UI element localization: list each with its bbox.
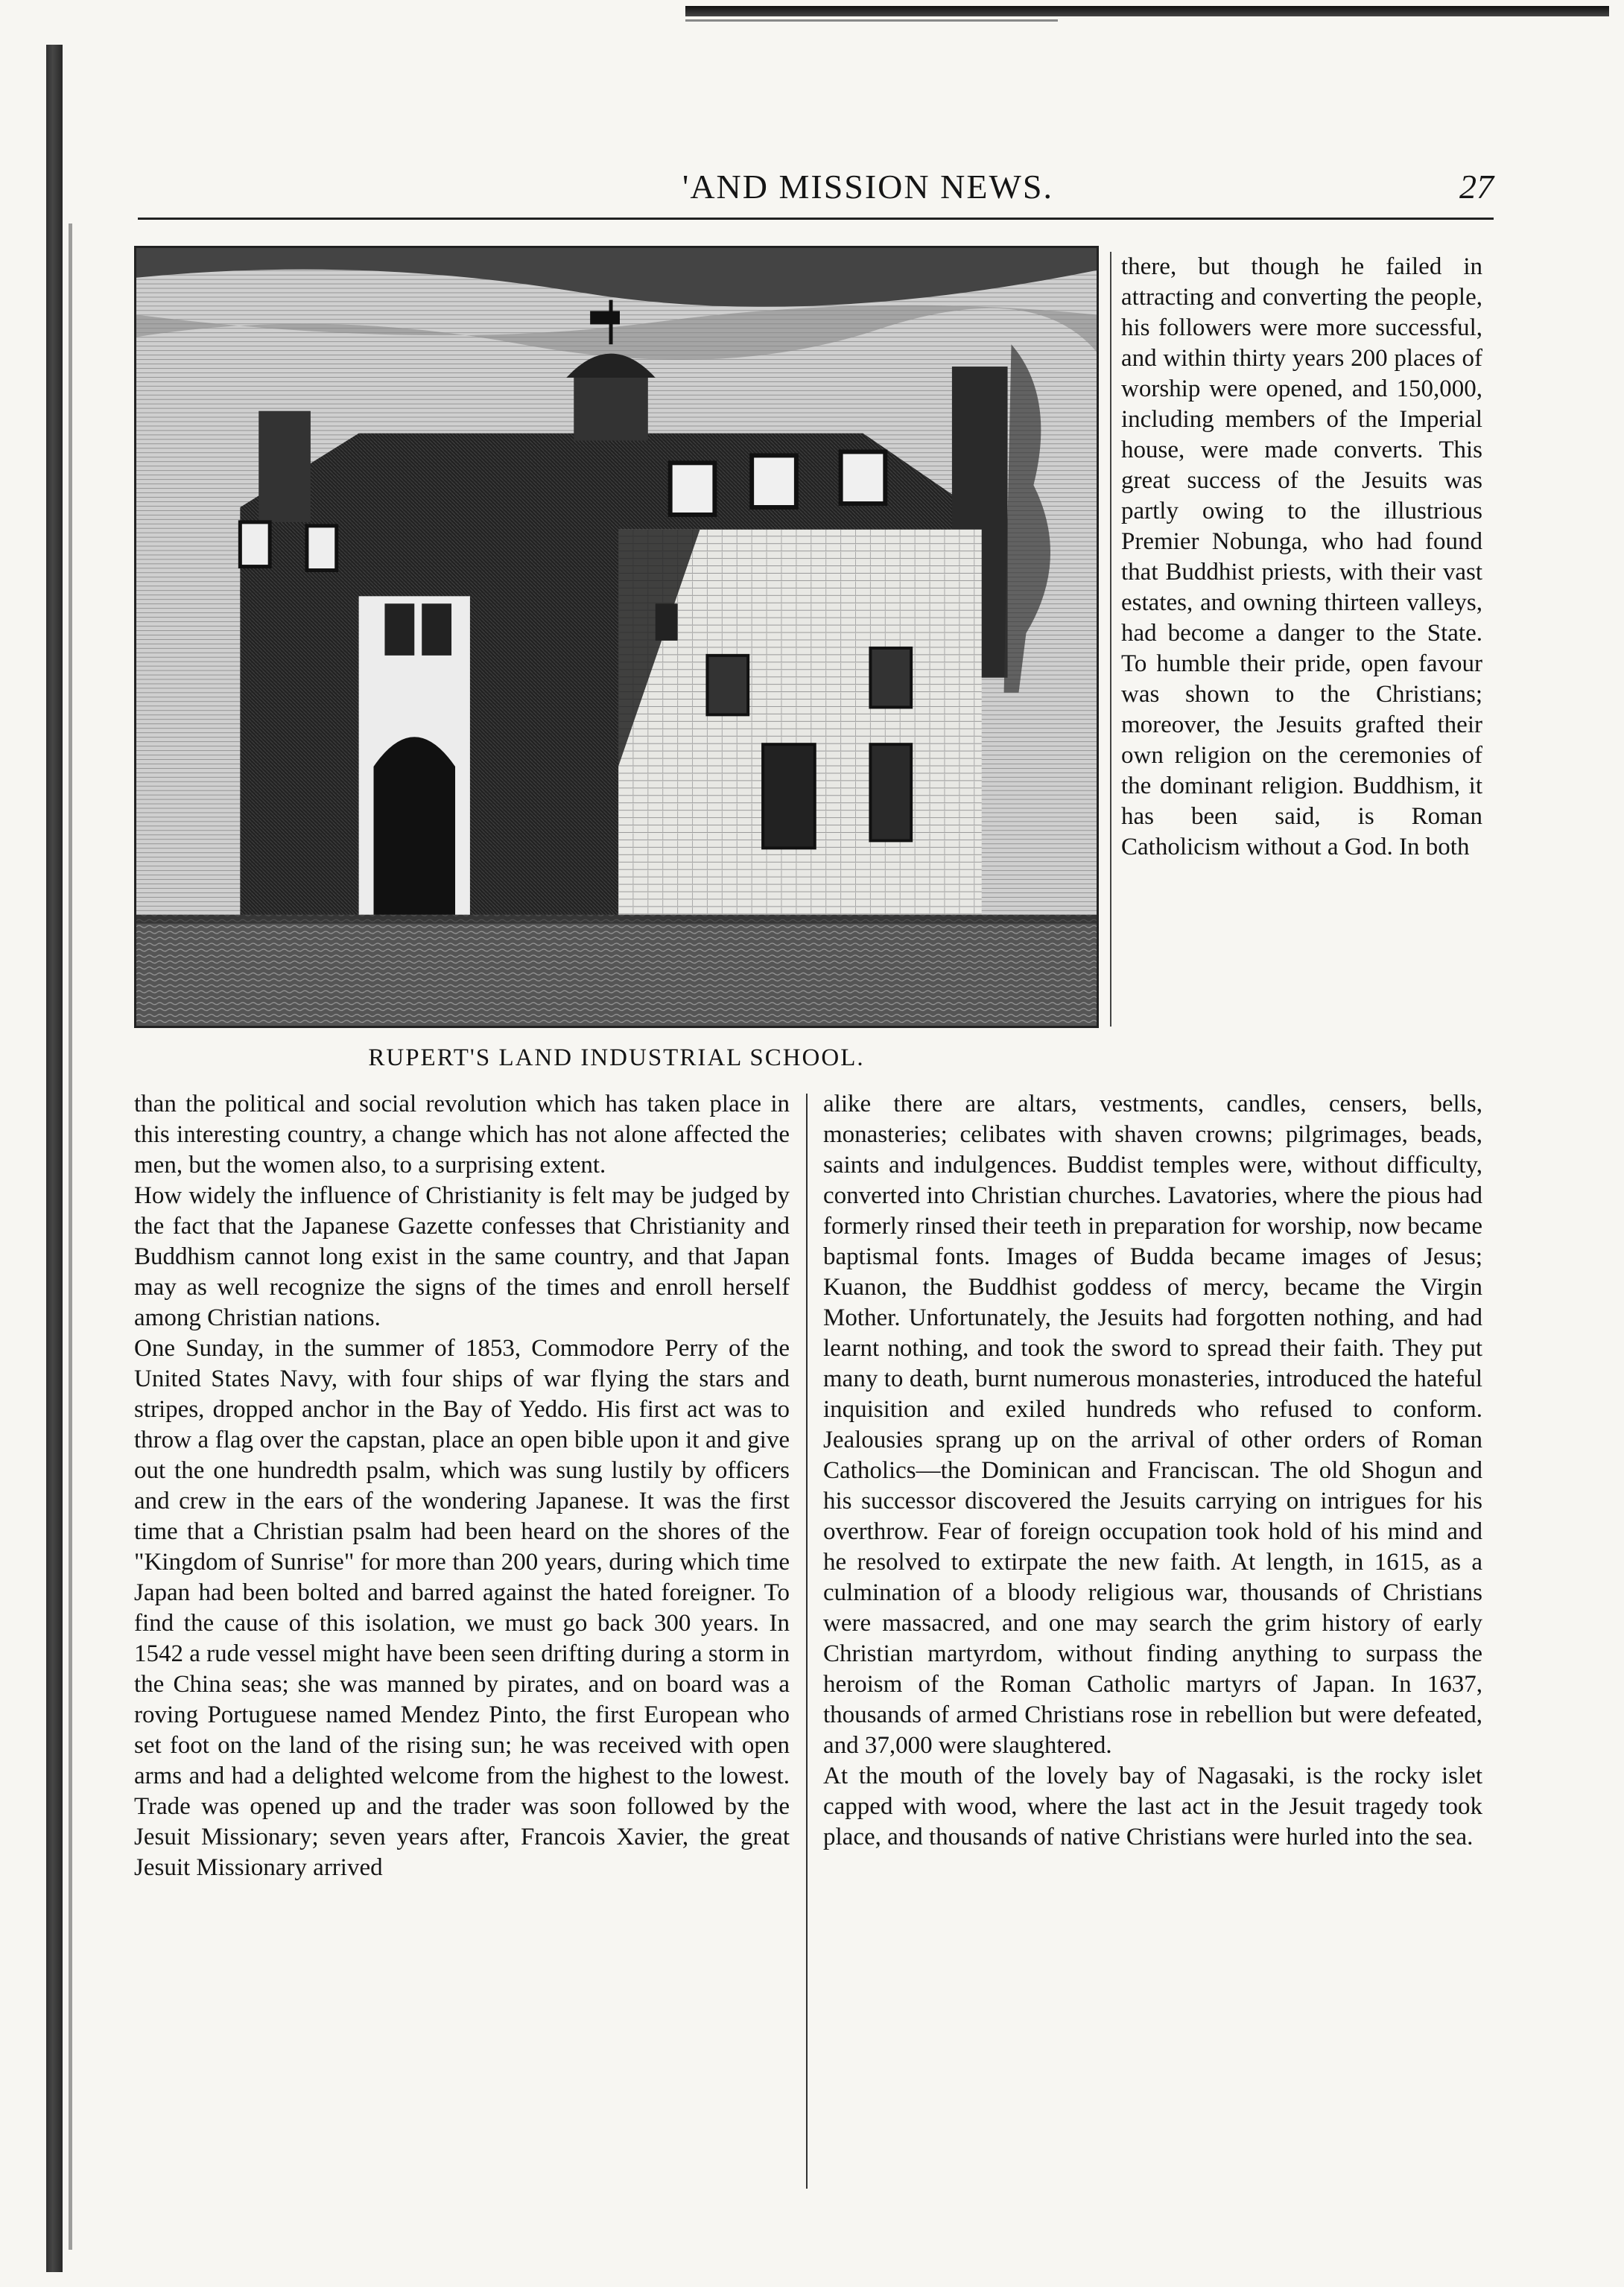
top-edge-rule [685,6,1609,16]
right-column-top-text: there, but though he failed in attracting and converting the people, his followers were more successful, and within thirty years 200 places of worship were opened, and 150,000, including members of the Imperial house, were made converts. This great success of the Jesuits was partly owing to the illustrious Premier Nobunga, who had found that Buddhist priests, with their vast estates, and owning thirteen valleys, had become a danger to the State. To humble their pride, open favour was shown to the Christians; moreover, the Jesuits grafted their own religion on the ceremonies of the dominant religion. Buddhism, it has been said, is Roman Catholicism without a God. In both [1121,253,1482,860]
school-building-illustration [136,248,1097,1026]
page-spine-shadow [46,45,63,2272]
figure-caption: RUPERT'S LAND INDUSTRIAL SCHOOL. [368,1044,865,1071]
top-edge-thin-rule [685,19,1058,22]
school-engraving [134,246,1099,1028]
page-header [138,167,1494,209]
page-spine-edge [69,223,72,2250]
right-column-text: alike there are altars, vestments, candles, censers, bells, monasteries; celibates with shaven crowns; pilgrimages, beads, saints and indulgences. Buddist temples were, without difficulty, converted into Christian churches. Lavatories, where the pious had formerly rinsed their teeth in preparation for worship, now became baptismal fonts. Images of Budda became images of Jesus; Kuanon, the Buddhist goddess of mercy, became the Virgin Mother. Unfortunately, the Jesuits had forgotten nothing, and had learnt nothing, and took the sword to spread their faith. They put many to death, burnt numerous monasteries, introduced the hateful inquisition and exiled hundreds who refused to conform. Jealousies sprang up on the arrival of other orders of Roman Catholics—the Dominican and Franciscan. The old Shogun and his successor discovered the Jesuits carrying on intrigues for his overthrow. Fear of foreign occupation took hold of his mind and he resolved to extirpate the new faith. At length, in 1615, as a culmination of a bloody religious war, thousands of Christians were massacred, and one may search the grim history of early Christian martyrdom, without finding anything to surpass the heroism of the Roman Catholic martyrs of Japan. In 1637, thousands of armed Christians rose in rebellion but were defeated, and 37,000 were slaughtered. At the mouth of the lovely bay of Nagasaki, is the rocky islet capped with wood, where the last act in the Jesuit tragedy took place, and thousands of native Christians were hurled into the sea. [823,1091,1482,1850]
header-rule [138,218,1494,220]
left-column-text: than the political and social revolution which has taken place in this interesting country, a change which has not alone affected the men, but the women also, to a surprising extent. How widely the influence of Christianity is felt may be judged by the fact that the Japanese Gazette confesses that Christianity and Buddhism cannot long exist in the same country, and that Japan may as well recognize the signs of the times and enroll herself among Christian nations. One Sunday, in the summer of 1853, Commodore Perry of the United States Navy, with four ships of war flying the stars and stripes, dropped anchor in the Bay of Yeddo. His first act was to throw a flag over the capstan, place an open bible upon it and give out the one hundredth psalm, which was sung lustily by officers and crew in the ears of the wondering Japanese. It was the first time that a Christian psalm had been heard on the shores of the "Kingdom of Sunrise" for more than 200 years, during which time Japan had been bolted and barred against the hated foreigner. To find the cause of this isolation, we must go back 300 years. In 1542 a rude vessel might have been seen drifting during a storm in the China seas; she was manned by pirates, and on board was a roving Portuguese named Mendez Pinto, the first European who set foot on the land of the rising sun; he was received with open arms and had a delighted welcome from the highest to the lowest. Trade was opened up and the trader was soon followed by the Jesuit Missionary; seven years after, Francois Xavier, the great Jesuit Missionary arrived [134,1091,790,1881]
figure-column-divider [1110,252,1111,1027]
column-divider [806,1094,808,2189]
page-number: 27 [1459,168,1494,206]
running-head: 'AND MISSION NEWS. [682,168,1053,206]
